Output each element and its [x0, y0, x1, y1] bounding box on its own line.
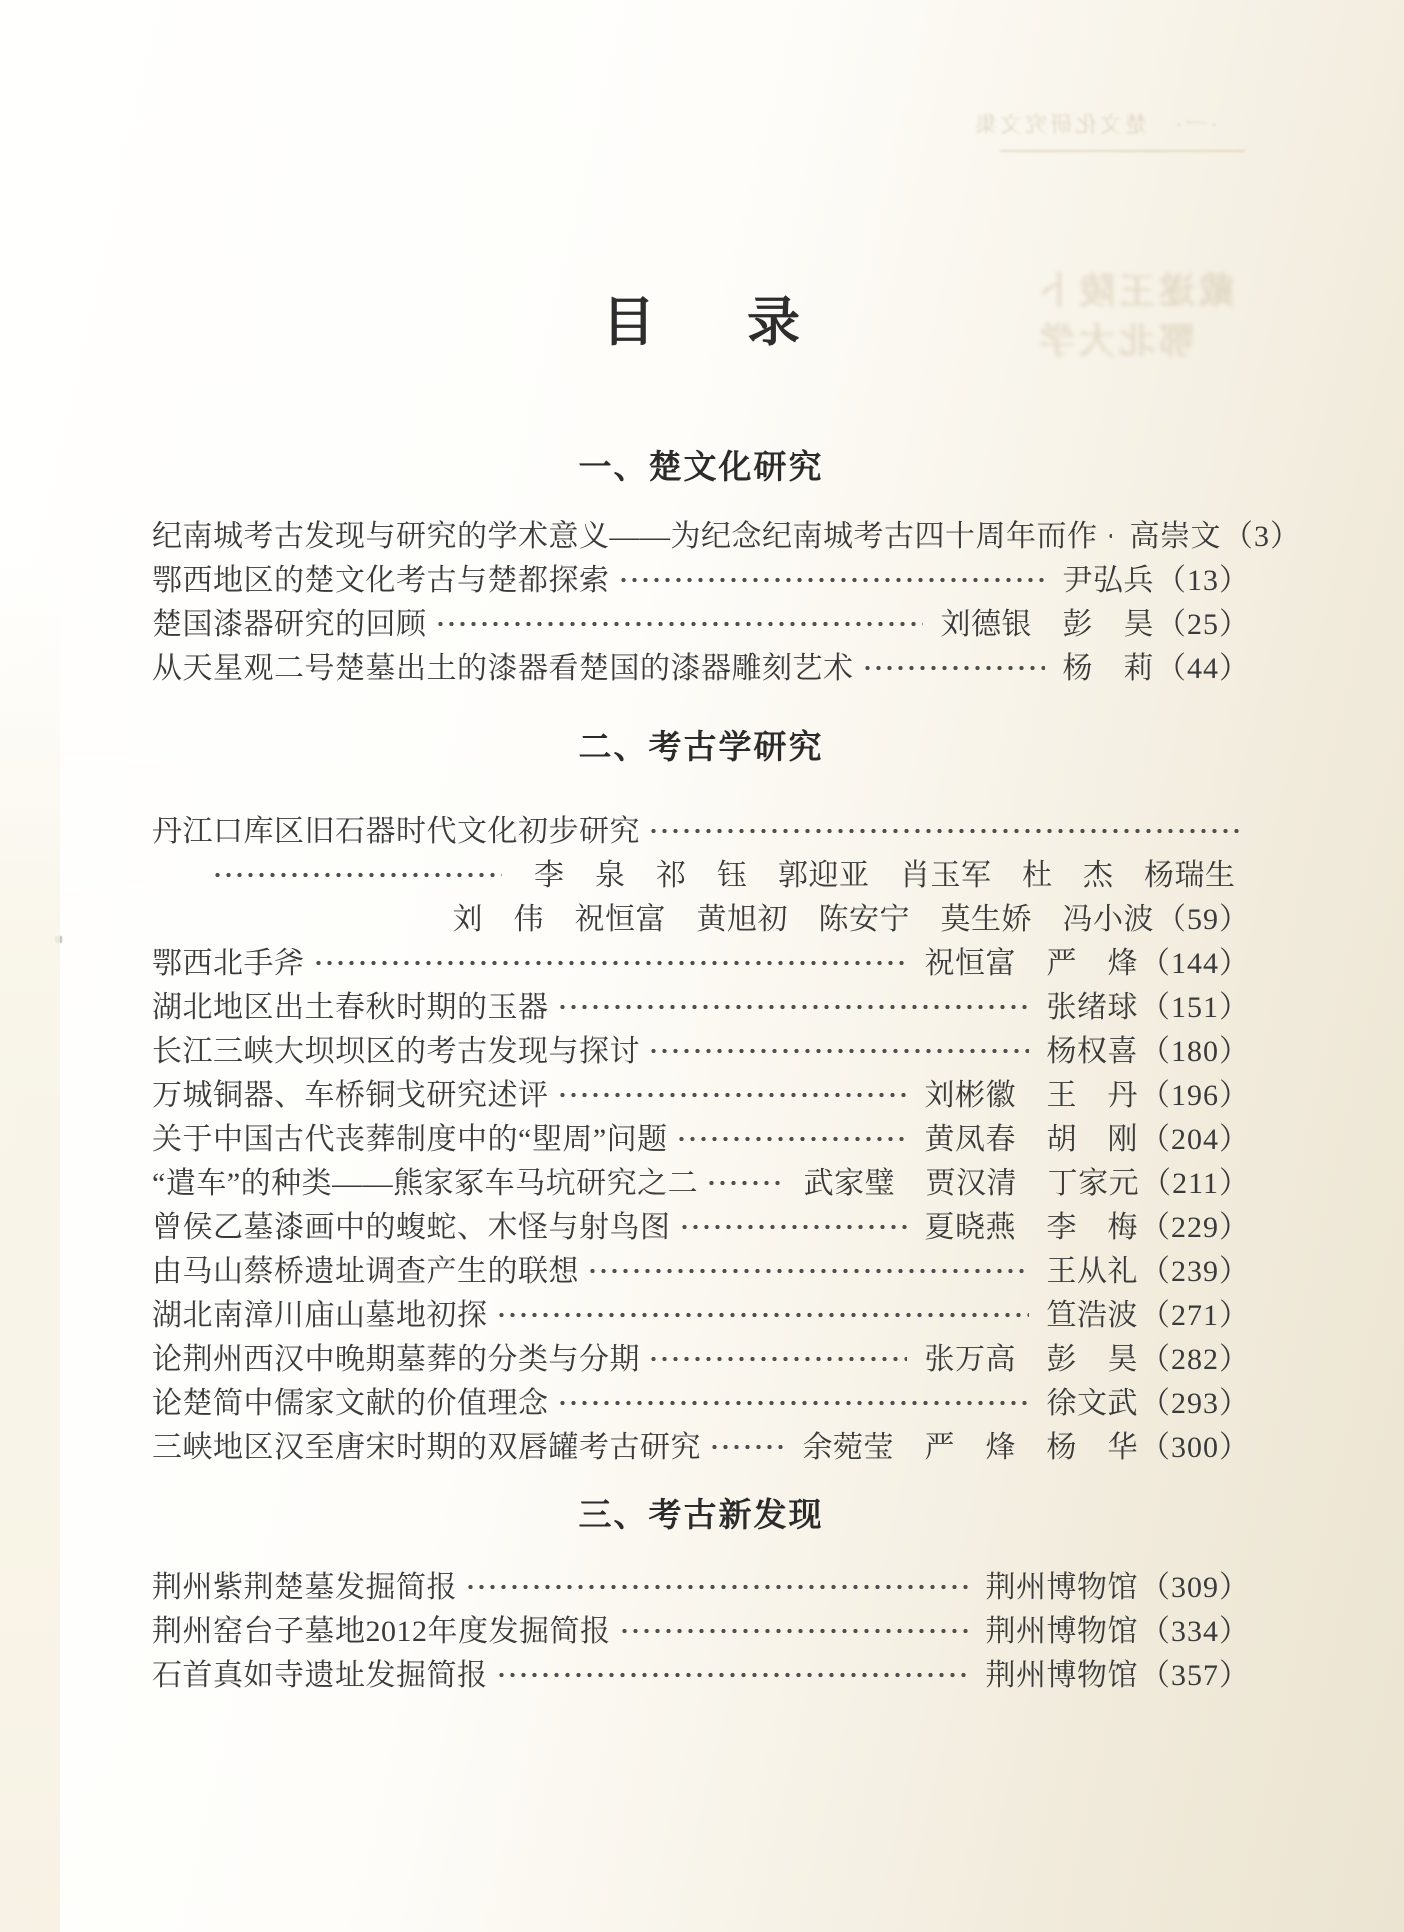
bleedthrough-line: 戴遂王陵卜 [1035, 271, 1236, 311]
entry-authors: 杨权喜 [1046, 1035, 1138, 1068]
entry-authors: 刘德银 彭 昊 [940, 608, 1154, 641]
section-heading: 一、楚文化研究 [578, 448, 824, 485]
entry-title: 荆州窑台子墓地2012年度发掘简报 [152, 1615, 611, 1648]
toc-row [152, 1422, 1250, 1466]
dot-leader [433, 599, 923, 643]
dot-leader [646, 806, 1244, 850]
section-entry-list [152, 1562, 1250, 1694]
section-heading: 三、考古新发现 [578, 1496, 824, 1533]
entry-title: 万城铜器、车桥铜戈研究述评 [152, 1079, 549, 1112]
bleedthrough-line: 鄂北大学 [1035, 321, 1196, 361]
toc-row [152, 982, 1250, 1026]
entry-authors: 荆州博物馆 [985, 1615, 1138, 1648]
dot-leader [617, 1606, 968, 1650]
entry-title: 鄂西北手斧 [152, 947, 305, 980]
toc-row [152, 1070, 1250, 1114]
entry-authors: 荆州博物馆 [985, 1659, 1138, 1692]
dot-leader [494, 1650, 968, 1694]
entry-page-number: （300） [1140, 1431, 1250, 1464]
entry-title: 从天星观二号楚墓出土的漆器看楚国的漆器雕刻艺术 [152, 652, 854, 685]
page-title [152, 294, 1250, 352]
entry-page-number: （309） [1140, 1571, 1250, 1604]
dot-leader [1104, 511, 1112, 555]
entry-page-number: （211） [1141, 1167, 1250, 1200]
toc-row [152, 1650, 1250, 1694]
entry-page-number: （229） [1140, 1211, 1250, 1244]
section-heading: 二、考古学研究 [578, 728, 824, 765]
toc-row [152, 1378, 1250, 1422]
entry-authors: 李 泉 祁 钰 郭迎亚 肖玉军 杜 杰 杨瑞生 [534, 859, 1236, 892]
entry-authors: 黄凤春 胡 刚 [924, 1123, 1138, 1156]
entry-page-number: （25） [1156, 608, 1250, 641]
toc-row [152, 555, 1250, 599]
entry-authors: 夏晓燕 李 梅 [924, 1211, 1138, 1244]
toc-row [152, 850, 1250, 894]
entry-title: 荆州紫荆楚墓发掘简报 [152, 1571, 457, 1604]
dot-leader [704, 1158, 785, 1202]
section-entry-list [152, 806, 1250, 1466]
entry-title: 湖北南漳川庙山墓地初探 [152, 1299, 488, 1332]
entry-page-number: （180） [1140, 1035, 1250, 1068]
entry-page-number: （334） [1140, 1615, 1250, 1648]
entry-page-number: （357） [1140, 1659, 1250, 1692]
entry-title: 石首真如寺遗址发掘简报 [152, 1659, 488, 1692]
dot-leader [555, 1378, 1029, 1422]
toc-row [152, 1158, 1250, 1202]
dot-leader [646, 1026, 1029, 1070]
entry-authors: 高崇文 [1129, 520, 1221, 553]
page-title-char: 录 [747, 294, 800, 352]
entry-page-number: （3） [1223, 520, 1301, 553]
toc-row [152, 806, 1250, 850]
entry-page-number: （13） [1156, 564, 1250, 597]
entry-page-number: （59） [1156, 903, 1250, 936]
entry-page-number: （271） [1140, 1299, 1250, 1332]
scan-dust-speck [55, 936, 62, 943]
toc-row [152, 1114, 1250, 1158]
dot-leader [674, 1114, 907, 1158]
entry-authors: 张绪球 [1046, 991, 1138, 1024]
bleedthrough-header-text: ·一· 楚文化研究文集 [972, 112, 1218, 137]
entry-title: 三峡地区汉至唐宋时期的双唇罐考古研究 [152, 1431, 701, 1464]
toc-row [152, 643, 1250, 687]
entry-page-number: （44） [1156, 652, 1250, 685]
entry-title: 论荆州西汉中晚期墓葬的分类与分期 [152, 1343, 640, 1376]
entry-title: 由马山蔡桥遗址调查产生的联想 [152, 1255, 579, 1288]
dot-leader [494, 1290, 1029, 1334]
entry-authors: 张万高 彭 昊 [924, 1343, 1138, 1376]
dot-leader [646, 1334, 907, 1378]
entry-authors: 祝恒富 严 烽 [924, 947, 1138, 980]
dot-leader [585, 1246, 1029, 1290]
entry-title: 楚国漆器研究的回顾 [152, 608, 427, 641]
entry-authors: 徐文武 [1046, 1387, 1138, 1420]
entry-title: 长江三峡大坝坝区的考古发现与探讨 [152, 1035, 640, 1068]
entry-authors: 荆州博物馆 [985, 1571, 1138, 1604]
entry-title: 鄂西地区的楚文化考古与楚都探索 [152, 564, 610, 597]
entry-page-number: （239） [1140, 1255, 1250, 1288]
entry-page-number: （282） [1140, 1343, 1250, 1376]
page-title-char: 目 [602, 294, 655, 352]
entry-title: 论楚简中儒家文献的价值理念 [152, 1387, 549, 1420]
toc-row [152, 599, 1250, 643]
entry-authors: 刘 伟 祝恒富 黄旭初 陈安宁 莫生娇 冯小波 [452, 903, 1154, 936]
toc-row [152, 1026, 1250, 1070]
entry-authors: 余菀莹 严 烽 杨 华 [802, 1431, 1138, 1464]
dot-leader [463, 1562, 968, 1606]
entry-authors: 武家璧 贾汉清 丁家元 [803, 1167, 1140, 1200]
entry-page-number: （204） [1140, 1123, 1250, 1156]
toc-row [152, 938, 1250, 982]
dot-leader [555, 1070, 907, 1114]
toc-row [152, 1606, 1250, 1650]
entry-authors: 王从礼 [1046, 1255, 1138, 1288]
toc-row [152, 1246, 1250, 1290]
entry-page-number: （144） [1140, 947, 1250, 980]
toc-sections [152, 447, 1301, 1694]
dot-leader [707, 1422, 785, 1466]
entry-page-number: （293） [1140, 1387, 1250, 1420]
entry-authors: 尹弘兵 [1062, 564, 1154, 597]
section-entry-list [152, 511, 1301, 687]
dot-leader [311, 938, 907, 982]
dot-leader [860, 643, 1045, 687]
entry-page-number: （151） [1140, 991, 1250, 1024]
entry-authors: 笪浩波 [1046, 1299, 1138, 1332]
entry-authors: 杨 莉 [1062, 652, 1154, 685]
entry-title: 湖北地区出土春秋时期的玉器 [152, 991, 549, 1024]
toc-row [152, 1202, 1250, 1246]
toc-row [152, 894, 1250, 938]
entry-page-number: （196） [1140, 1079, 1250, 1112]
toc-page [152, 0, 1301, 1694]
entry-title: 曾侯乙墓漆画中的蝮蛇、木怪与射鸟图 [152, 1211, 671, 1244]
entry-title: 丹江口库区旧石器时代文化初步研究 [152, 815, 640, 848]
entry-authors: 刘彬徽 王 丹 [924, 1079, 1138, 1112]
toc-row [152, 1290, 1250, 1334]
toc-row [152, 1334, 1250, 1378]
toc-row [152, 1562, 1250, 1606]
entry-title: 关于中国古代丧葬制度中的“堲周”问题 [152, 1123, 668, 1156]
dot-leader [616, 555, 1045, 599]
dot-leader [210, 850, 502, 894]
entry-title: “遣车”的种类——熊家冢车马坑研究之二 [152, 1167, 699, 1200]
toc-row [152, 511, 1301, 555]
entry-title: 纪南城考古发现与研究的学术意义——为纪念纪南城考古四十周年而作 [152, 520, 1098, 553]
dot-leader [677, 1202, 907, 1246]
dot-leader [555, 982, 1029, 1026]
